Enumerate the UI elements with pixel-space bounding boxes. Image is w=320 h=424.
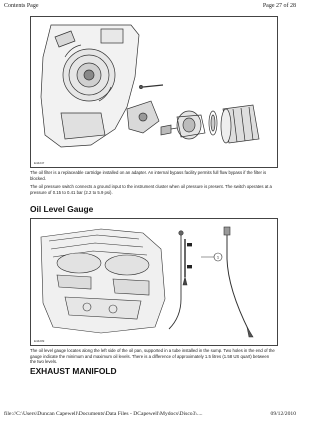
file-path: file://C:\Users\Duncan Capewell\Documents\Data Files - DCapewell\Mydocs\Disco3\.... [4,411,203,417]
oil-filter-figure [30,16,278,168]
callout-number: 1 [216,254,220,260]
oil-pressure-paragraph: The oil pressure switch connects a ground input to the instrument cluster when oil pressure is present. The switch operates at a pressure of 0.15 to 0.41 bar (2.2 to 5.9 psi). [30,184,272,195]
figure-id: E44247 [34,161,45,165]
header-title: Contents Page [4,3,39,9]
figure-id: E44209 [34,339,45,343]
oil-level-paragraph: The oil level gauge locates along the left side of the oil pan, supported in a tube installed in the sump. Two holes in the end of the gauge indicate the minimum and maximum oil levels. There is a difference of approximately 1.5 litres (1.58 US quart) between the two levels. [30,348,275,365]
oil-filter-paragraph: The oil filter is a replaceable cartridge installed on an adapter. An internal bypass facility permits full flow bypass if the filter is blocked. [30,170,267,181]
exhaust-manifold-heading: EXHAUST MANIFOLD [30,366,117,376]
oil-level-gauge-illustration [31,219,277,345]
page-number: Page 27 of 28 [262,3,296,9]
oil-level-gauge-figure [30,218,278,346]
oil-level-gauge-heading: Oil Level Gauge [30,204,94,214]
oil-filter-illustration [31,17,277,167]
page-footer [4,411,296,421]
print-date: 09/12/2010 [270,411,296,417]
page-header [4,3,296,13]
